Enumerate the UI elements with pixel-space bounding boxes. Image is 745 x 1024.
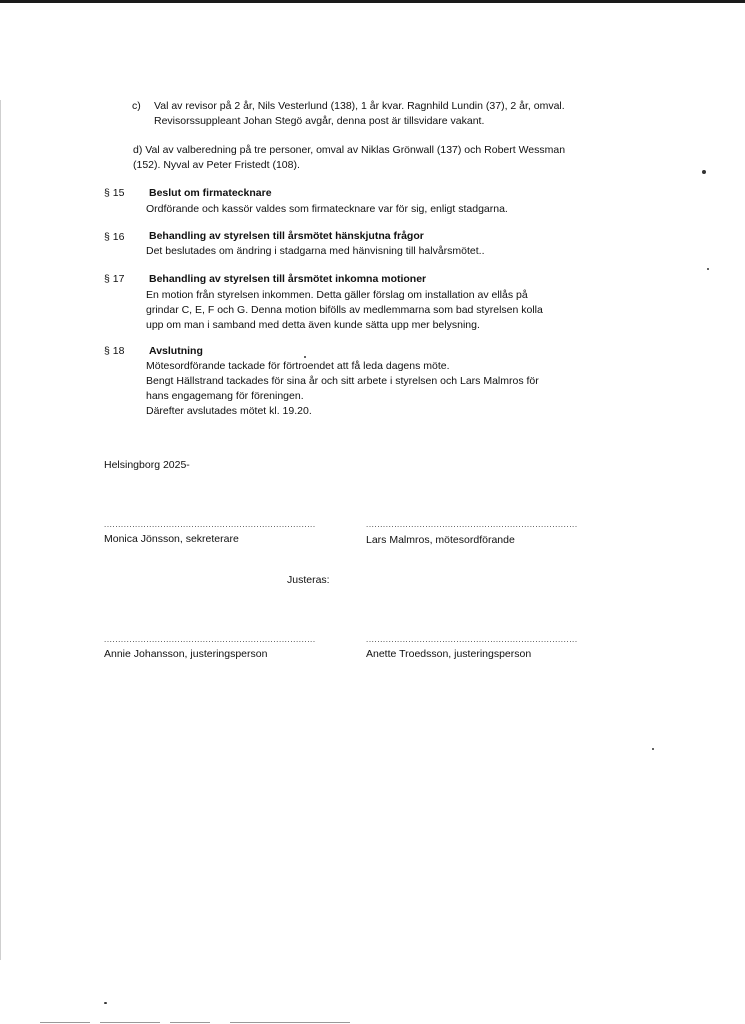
- section-18-line: Mötesordförande tackade för förtroendet att få leda dagens möte.: [146, 360, 450, 372]
- signature-adjuster-2: Anette Troedsson, justeringsperson: [366, 648, 532, 660]
- scan-speck: [104, 1002, 107, 1004]
- signature-adjuster-1: Annie Johansson, justeringsperson: [104, 648, 268, 660]
- section-17-line: En motion från styrelsen inkommen. Detta gäller förslag om installation av ellås på: [146, 289, 528, 301]
- signature-line-secretary: ...........................................................................: [104, 520, 316, 529]
- scan-speck: [304, 356, 306, 358]
- section-15-body: [146, 202, 508, 217]
- section-18-body: [146, 359, 539, 419]
- section-16-line: Det beslutades om ändring i stadgarna med hänvisning till halvårsmötet..: [146, 245, 485, 257]
- scan-bottom-mark: [100, 1022, 160, 1023]
- section-18-line: hans engagemang för föreningen.: [146, 390, 304, 402]
- section-16-number: § 16: [104, 231, 125, 243]
- scan-speck: [652, 748, 654, 750]
- signature-line-adjuster-2: ...........................................................................: [366, 635, 578, 644]
- section-17-line: grindar C, E, F och G. Denna motion bifölls av medlemmarna som bad styrelsen kolla: [146, 304, 543, 316]
- section-18-number: § 18: [104, 345, 125, 357]
- section-18-title: Avslutning: [149, 345, 203, 357]
- section-15-line: Ordförande och kassör valdes som firmatecknare var för sig, enligt stadgarna.: [146, 203, 508, 215]
- section-17-number: § 17: [104, 273, 125, 285]
- place-date: Helsingborg 2025-: [104, 459, 190, 471]
- item-d-line: d) Val av valberedning på tre personer, omval av Niklas Grönwall (137) och Robert Wessman: [133, 144, 566, 156]
- item-d-text: [133, 143, 565, 173]
- scan-speck: [707, 268, 709, 270]
- item-c-line: Val av revisor på 2 år, Nils Vesterlund (138), 1 år kvar. Ragnhild Lundin (37), 2 år, omval.: [154, 100, 565, 112]
- scan-top-edge: [0, 0, 745, 3]
- scan-left-edge: [0, 100, 1, 960]
- section-18-line: Därefter avslutades mötet kl. 19.20.: [146, 405, 312, 417]
- section-16-title: Behandling av styrelsen till årsmötet hänskjutna frågor: [149, 230, 424, 242]
- signature-chair: Lars Malmros, mötesordförande: [366, 534, 515, 546]
- item-c-text: [154, 99, 565, 129]
- section-17-line: upp om man i samband med detta även kunde sätta upp mer belysning.: [146, 319, 480, 331]
- section-18-line: Bengt Hällstrand tackades för sina år och sitt arbete i styrelsen och Lars Malmros för: [146, 375, 539, 387]
- item-d-line: (152). Nyval av Peter Fristedt (108).: [133, 159, 300, 171]
- section-17-title: Behandling av styrelsen till årsmötet inkomna motioner: [149, 273, 427, 285]
- item-c-marker: c): [132, 100, 141, 112]
- section-16-body: [146, 244, 485, 259]
- scan-bottom-mark: [170, 1022, 210, 1023]
- section-15-number: § 15: [104, 187, 125, 199]
- signature-line-chair: ...........................................................................: [366, 520, 578, 529]
- scan-bottom-mark: [230, 1022, 350, 1023]
- signature-line-adjuster-1: ...........................................................................: [104, 635, 316, 644]
- scan-bottom-mark: [40, 1022, 90, 1023]
- section-15-title: Beslut om firmatecknare: [149, 187, 272, 199]
- item-c-line: Revisorssuppleant Johan Stegö avgår, denna post är tillsvidare vakant.: [154, 115, 485, 127]
- justeras-label: Justeras:: [287, 574, 330, 586]
- section-17-body: [146, 288, 543, 333]
- signature-secretary: Monica Jönsson, sekreterare: [104, 533, 239, 545]
- item-c-label: [132, 99, 141, 114]
- scan-speck: [702, 170, 706, 174]
